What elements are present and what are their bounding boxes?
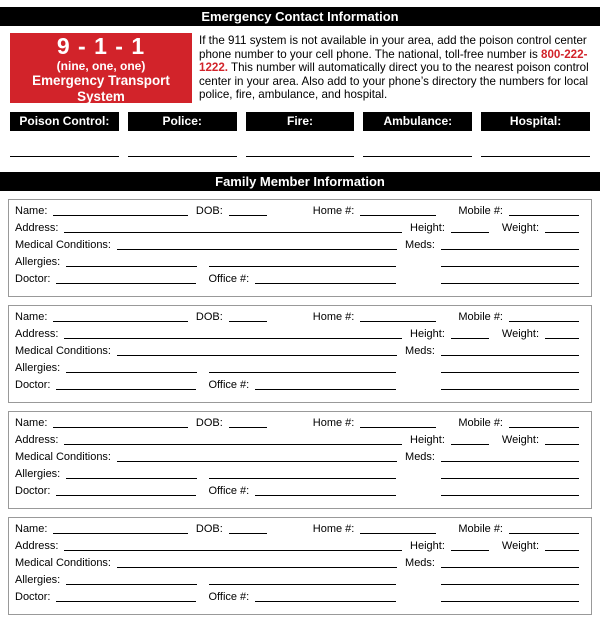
medical-conditions-line[interactable] — [117, 355, 397, 356]
office-phone-line[interactable] — [255, 283, 396, 284]
address-label: Address: — [15, 540, 59, 552]
mobile-phone-line[interactable] — [509, 215, 579, 216]
meds-line[interactable] — [441, 461, 579, 462]
meds-extra-line-1[interactable] — [441, 266, 579, 267]
home-phone-line[interactable] — [360, 427, 436, 428]
address-label: Address: — [15, 328, 59, 340]
name-line[interactable] — [53, 215, 187, 216]
contact-labels-row — [10, 112, 590, 131]
address-label: Address: — [15, 222, 59, 234]
medical-conditions-line[interactable] — [117, 461, 397, 462]
ambulance-line[interactable] — [363, 156, 472, 157]
dob-line[interactable] — [229, 215, 267, 216]
address-line[interactable] — [64, 232, 402, 233]
meds-extra-line-2[interactable] — [441, 283, 579, 284]
weight-line[interactable] — [545, 550, 579, 551]
height-line[interactable] — [451, 550, 489, 551]
meds-label: Meds: — [405, 557, 435, 569]
name-label: Name: — [15, 523, 48, 535]
allergies-row — [15, 256, 579, 273]
office-phone-label: Office #: — [208, 591, 250, 603]
meds-label: Meds: — [405, 451, 435, 463]
allergies-extra-line[interactable] — [209, 478, 396, 479]
mobile-phone-line[interactable] — [509, 427, 579, 428]
allergies-row — [15, 362, 579, 379]
allergies-label: Allergies: — [15, 256, 61, 268]
home-phone-label: Home #: — [312, 523, 355, 535]
name-line[interactable] — [53, 427, 187, 428]
meds-label: Meds: — [405, 239, 435, 251]
office-phone-line[interactable] — [255, 495, 396, 496]
medical-conditions-label: Medical Conditions: — [15, 557, 111, 569]
weight-line[interactable] — [545, 338, 579, 339]
doctor-label: Doctor: — [15, 273, 51, 285]
home-phone-line[interactable] — [360, 215, 436, 216]
address-line[interactable] — [64, 338, 402, 339]
dob-line[interactable] — [229, 427, 267, 428]
family-header-bar — [0, 172, 600, 191]
badge-911-number: 9 - 1 - 1 — [56, 33, 146, 59]
badge-911-subtitle: Emergency Transport System — [32, 73, 170, 104]
dob-label: DOB: — [195, 523, 223, 535]
meds-extra-line-1[interactable] — [441, 372, 579, 373]
name-label: Name: — [15, 311, 48, 323]
meds-line[interactable] — [441, 249, 579, 250]
medical-conditions-line[interactable] — [117, 249, 397, 250]
hospital-line[interactable] — [481, 156, 590, 157]
allergies-line[interactable] — [66, 478, 197, 479]
name-line[interactable] — [53, 321, 187, 322]
weight-line[interactable] — [545, 232, 579, 233]
weight-label: Weight: — [501, 328, 539, 340]
office-phone-label: Office #: — [208, 273, 250, 285]
office-phone-label: Office #: — [208, 379, 250, 391]
address-label: Address: — [15, 434, 59, 446]
office-phone-line[interactable] — [255, 601, 396, 602]
poison-control-line[interactable] — [10, 156, 119, 157]
doctor-row — [15, 273, 579, 290]
height-line[interactable] — [451, 444, 489, 445]
office-phone-label: Office #: — [208, 485, 250, 497]
mobile-phone-label: Mobile #: — [458, 523, 503, 535]
dob-label: DOB: — [195, 417, 223, 429]
home-phone-label: Home #: — [312, 417, 355, 429]
allergies-label: Allergies: — [15, 468, 61, 480]
weight-label: Weight: — [501, 434, 539, 446]
dob-line[interactable] — [229, 321, 267, 322]
family-member-box — [8, 517, 592, 615]
mobile-phone-label: Mobile #: — [458, 205, 503, 217]
address-row — [15, 540, 579, 557]
badge-911 — [10, 33, 192, 103]
meds-line[interactable] — [441, 567, 579, 568]
name-row — [15, 417, 579, 434]
height-line[interactable] — [451, 338, 489, 339]
doctor-label: Doctor: — [15, 485, 51, 497]
allergies-extra-line[interactable] — [209, 266, 396, 267]
doctor-label: Doctor: — [15, 591, 51, 603]
family-header-title: Family Member Information — [215, 174, 385, 189]
dob-label: DOB: — [195, 205, 223, 217]
medical-conditions-row — [15, 557, 579, 574]
allergies-extra-line[interactable] — [209, 584, 396, 585]
height-line[interactable] — [451, 232, 489, 233]
poison-control-phone-number: 800-222-1222. — [199, 47, 588, 75]
home-phone-label: Home #: — [312, 311, 355, 323]
family-boxes-container — [0, 199, 600, 615]
doctor-row — [15, 485, 579, 502]
family-member-box — [8, 305, 592, 403]
allergies-line[interactable] — [66, 372, 197, 373]
medical-conditions-row — [15, 239, 579, 256]
height-label: Height: — [410, 222, 445, 234]
name-label: Name: — [15, 205, 48, 217]
meds-extra-line-1[interactable] — [441, 478, 579, 479]
name-label: Name: — [15, 417, 48, 429]
police-label: Police: — [128, 112, 237, 131]
fire-line[interactable] — [246, 156, 355, 157]
dob-label: DOB: — [195, 311, 223, 323]
meds-extra-line-1[interactable] — [441, 584, 579, 585]
home-phone-line[interactable] — [360, 321, 436, 322]
contact-lines-row — [10, 156, 590, 158]
mobile-phone-line[interactable] — [509, 321, 579, 322]
emergency-header-title: Emergency Contact Information — [201, 9, 399, 24]
intro-text-before: If the 911 system is not available in your area, add the poison control center phone number to your cell phone. The national, toll-free number is — [199, 34, 587, 61]
office-phone-line[interactable] — [255, 389, 396, 390]
mobile-phone-label: Mobile #: — [458, 311, 503, 323]
meds-extra-line-2[interactable] — [441, 389, 579, 390]
address-line[interactable] — [64, 444, 402, 445]
mobile-phone-label: Mobile #: — [458, 417, 503, 429]
family-member-box — [8, 199, 592, 297]
medical-conditions-row — [15, 345, 579, 362]
doctor-line[interactable] — [56, 389, 196, 390]
emergency-header-bar — [0, 7, 600, 26]
doctor-line[interactable] — [56, 495, 196, 496]
home-phone-line[interactable] — [360, 533, 436, 534]
name-row — [15, 205, 579, 222]
badge-911-words: (nine, one, one) — [56, 59, 146, 73]
allergies-row — [15, 574, 579, 591]
medical-conditions-line[interactable] — [117, 567, 397, 568]
meds-line[interactable] — [441, 355, 579, 356]
intro-paragraph — [199, 34, 590, 103]
medical-conditions-label: Medical Conditions: — [15, 345, 111, 357]
address-row — [15, 222, 579, 239]
weight-label: Weight: — [501, 540, 539, 552]
weight-label: Weight: — [501, 222, 539, 234]
family-member-box — [8, 411, 592, 509]
address-line[interactable] — [64, 550, 402, 551]
dob-line[interactable] — [229, 533, 267, 534]
home-phone-label: Home #: — [312, 205, 355, 217]
ambulance-label: Ambulance: — [363, 112, 472, 131]
police-line[interactable] — [128, 156, 237, 157]
name-line[interactable] — [53, 533, 187, 534]
name-row — [15, 523, 579, 540]
address-row — [15, 328, 579, 345]
medical-conditions-row — [15, 451, 579, 468]
fire-label: Fire: — [246, 112, 355, 131]
medical-conditions-label: Medical Conditions: — [15, 451, 111, 463]
mobile-phone-line[interactable] — [509, 533, 579, 534]
doctor-label: Doctor: — [15, 379, 51, 391]
allergies-line[interactable] — [66, 266, 197, 267]
doctor-line[interactable] — [56, 283, 196, 284]
doctor-row — [15, 379, 579, 396]
allergies-row — [15, 468, 579, 485]
height-label: Height: — [410, 434, 445, 446]
height-label: Height: — [410, 540, 445, 552]
height-label: Height: — [410, 328, 445, 340]
poison-control-label: Poison Control: — [10, 112, 119, 131]
intro-text-after: This number will automatically direct you to the nearest poison control center in your area. Also add to your phone’s directory the numbers for local police, fire, ambulance, and hospital. — [199, 61, 589, 102]
meds-label: Meds: — [405, 345, 435, 357]
name-row — [15, 311, 579, 328]
meds-extra-line-2[interactable] — [441, 601, 579, 602]
medical-conditions-label: Medical Conditions: — [15, 239, 111, 251]
allergies-line[interactable] — [66, 584, 197, 585]
hospital-label: Hospital: — [481, 112, 590, 131]
allergies-label: Allergies: — [15, 362, 61, 374]
doctor-line[interactable] — [56, 601, 196, 602]
intro-section — [10, 33, 590, 103]
allergies-label: Allergies: — [15, 574, 61, 586]
allergies-extra-line[interactable] — [209, 372, 396, 373]
doctor-row — [15, 591, 579, 608]
meds-extra-line-2[interactable] — [441, 495, 579, 496]
address-row — [15, 434, 579, 451]
weight-line[interactable] — [545, 444, 579, 445]
